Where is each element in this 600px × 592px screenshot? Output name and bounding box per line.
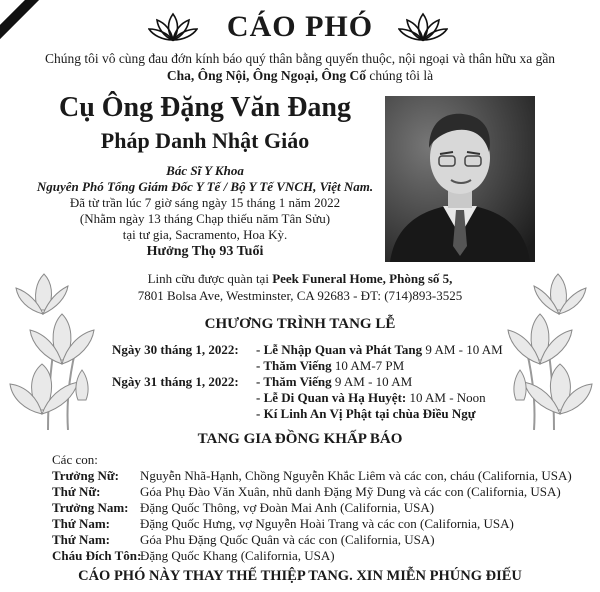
- death-line-3: tại tư gia, Sacramento, Hoa Kỳ.: [122, 227, 288, 242]
- family-role: Trưởng Nữ:: [52, 468, 119, 483]
- death-line-1: Đã từ trần lúc 7 giờ sáng ngày 15 tháng 1 năm 2022: [69, 195, 341, 210]
- footer-note: CÁO PHÓ NÀY THAY THẾ THIỆP TANG. XIN MIỄN PHÚNG ĐIẾU: [78, 568, 522, 584]
- event-time: 10 AM-7 PM: [331, 358, 405, 373]
- family-names: Góa Phụ Đào Văn Xuân, nhũ danh Đặng Mỹ Dung và các con (California, USA): [140, 484, 561, 499]
- death-line-2: (Nhằm ngày 13 tháng Chạp thiếu năm Tân Sửu): [79, 211, 331, 226]
- event-time: 9 AM - 10 AM: [331, 374, 413, 389]
- intro-line-1: Chúng tôi vô cùng đau đớn kính báo quý thân bằng quyến thuộc, nội ngoại và thân hữu xa gần: [44, 51, 556, 66]
- family-role: Trưởng Nam:: [52, 500, 129, 515]
- event-name: - Kí Linh An Vị Phật tại chùa Điều Ngự: [256, 406, 476, 421]
- title-line-1: Bác Sĩ Y Khoa: [166, 163, 244, 178]
- family-names: Góa Phu Đặng Quốc Quân và các con (California, USA): [140, 532, 435, 547]
- portrait-photo: [385, 96, 535, 262]
- schedule-date: Ngày 31 tháng 1, 2022:: [112, 374, 239, 389]
- deceased-info: [20, 163, 390, 243]
- event-name: - Thăm Viếng: [256, 358, 332, 373]
- lotus-bouquet-icon: [8, 270, 106, 430]
- event-name: - Thăm Viếng: [256, 374, 332, 389]
- schedule-event: [256, 374, 412, 390]
- schedule-event: [256, 358, 404, 374]
- schedule-event: [256, 342, 503, 358]
- family-names: Đặng Quốc Hưng, vợ Nguyễn Hoài Trang và các con (California, USA): [140, 516, 514, 531]
- schedule-event: [256, 406, 476, 422]
- age-text: Hưởng Thọ 93 Tuổi: [146, 244, 264, 259]
- schedule-date-1: [112, 342, 239, 358]
- title-line-2: Nguyên Phó Tổng Giám Đốc Y Tế / Bộ Y Tế VNCH, Việt Nam.: [36, 179, 374, 194]
- event-time: 9 AM - 10 AM: [422, 342, 503, 357]
- schedule-event: [256, 390, 486, 406]
- family-role: Thứ Nam:: [52, 516, 110, 531]
- relation-list: Cha, Ông Nội, Ông Ngoại, Ông Cố: [166, 68, 367, 83]
- family-names: Đặng Quốc Khang (California, USA): [140, 548, 335, 563]
- intro-line-2-rest: chúng tôi là: [366, 68, 434, 83]
- program-title: CHƯƠNG TRÌNH TANG LỄ: [204, 316, 396, 332]
- family-intro: Các con:: [52, 452, 98, 467]
- schedule-date-2: [112, 374, 239, 390]
- family-names: Đặng Quốc Thông, vợ Đoàn Mai Anh (California, USA): [140, 500, 435, 515]
- viewing-address: 7801 Bolsa Ave, Westminster, CA 92683 - ĐT: (714)893-3525: [137, 288, 463, 303]
- deceased-name: Cụ Ông Đặng Văn Đang: [58, 92, 352, 123]
- family-names: Nguyễn Nhã-Hạnh, Chồng Nguyễn Khắc Liêm và các con, cháu (California, USA): [140, 468, 572, 483]
- event-name: - Lễ Nhập Quan và Phát Tang: [256, 342, 423, 357]
- lotus-bouquet-icon: [496, 270, 594, 430]
- schedule-date: Ngày 30 tháng 1, 2022:: [112, 342, 239, 357]
- funeral-home: Peek Funeral Home, Phòng số 5,: [272, 271, 453, 286]
- family-title: TANG GIA ĐỒNG KHẤP BÁO: [197, 431, 403, 447]
- family-role: Thứ Nam:: [52, 532, 110, 547]
- page-title: CÁO PHÓ: [226, 10, 374, 43]
- viewing-prefix: Linh cữu được quàn tại: [147, 271, 273, 286]
- dharma-name: Pháp Danh Nhật Giáo: [100, 128, 310, 153]
- family-role: Cháu Đích Tôn:: [52, 548, 142, 563]
- intro-line-2: [0, 67, 600, 84]
- event-time: 10 AM - Noon: [406, 390, 486, 405]
- event-name: - Lễ Di Quan và Hạ Huyệt:: [256, 390, 407, 405]
- intro-text: [0, 50, 600, 84]
- family-role: Thứ Nữ:: [52, 484, 101, 499]
